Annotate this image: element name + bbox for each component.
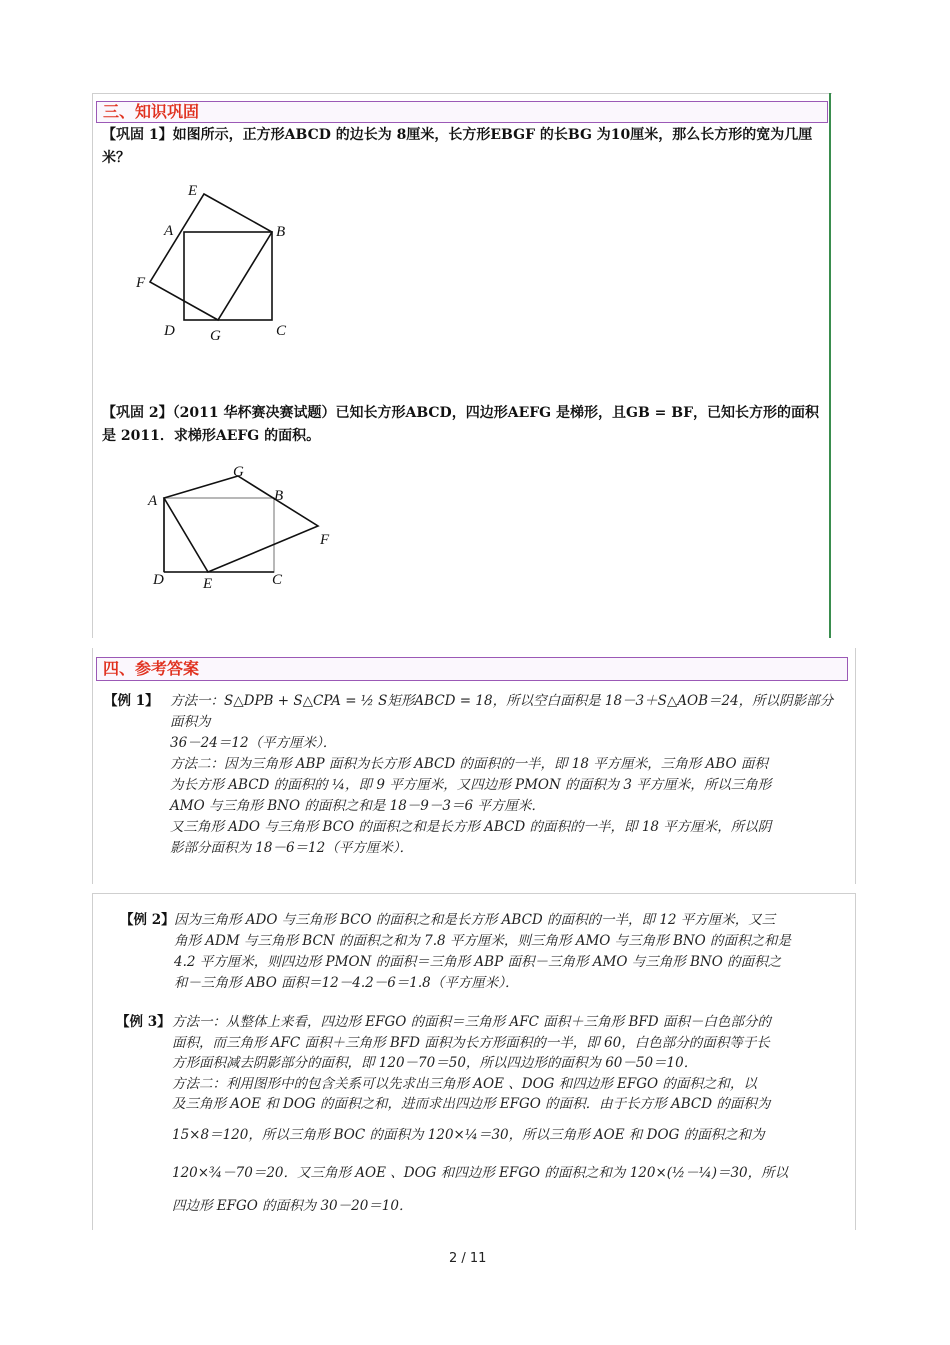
fig1-label-g: G: [210, 328, 221, 344]
ex3-line-1: 【例 3】 方法一：从整体上来看，四边形 EFGO 的面积＝三角形 AFC 面积＋三角形 BFD 面积－白色部分的: [116, 1012, 838, 1033]
section4-frame-left: [92, 648, 93, 884]
example-1-label: 【例 1】: [104, 693, 159, 709]
ex1-line-3: 方法二：因为三角形 ABP 面积为长方形 ABCD 的面积的一半，即 18 平方厘米，三角形 ABO 面积: [170, 756, 768, 772]
ex1-line-2: 36－24＝12（平方厘米）．: [170, 735, 337, 751]
section4-header: 四、参考答案: [96, 657, 848, 681]
consolidation-2-body: （2011 华杯赛决赛试题）已知长方形ABCD，四边形AEFG 是梯形，且GB = BF，已知长方形的面积是 2011．求梯形AEFG 的面积。: [102, 405, 820, 444]
ex23-frame-left: [92, 893, 93, 1230]
ex3-line-8: 四边形 EFGO 的面积为 30－20＝10．: [172, 1197, 413, 1214]
consolidation-2-label: 【巩固 2】: [102, 405, 173, 421]
section3-header: 三、知识巩固: [96, 101, 828, 123]
ex2-line-4: 和－三角形 ABO 面积＝12－4.2－6＝1.8（平方厘米）．: [174, 975, 519, 991]
fig1-label-c: C: [276, 323, 287, 339]
ex1-line-1: 【例 1】 方法一：S△DPB + S△CPA = ½ S矩形ABCD = 18，所以空白面积是 18－3＋S△AOB＝24，所以阴影部分面积为: [104, 691, 846, 733]
fig1-rect-ebgf: [150, 194, 272, 320]
figure-1: [130, 178, 300, 346]
fig2-label-c: C: [272, 572, 283, 588]
frame-right-accent: [829, 93, 831, 638]
consolidation-1-body: 如图所示，正方形ABCD 的边长为 8厘米，长方形EBGF 的长BG 为10厘米，那么长方形的宽为几厘米？: [102, 127, 813, 166]
fig1-label-f: F: [136, 275, 146, 291]
fig1-label-a: A: [164, 223, 174, 239]
fig2-label-f: F: [320, 532, 330, 548]
frame-top-line: [92, 93, 832, 94]
ex1-line-4: 为长方形 ABCD 的面积的 ¼，即 9 平方厘米，又四边形 PMON 的面积为 3 平方厘米，所以三角形: [170, 777, 772, 793]
fig2-label-a: A: [148, 493, 158, 509]
fig2-label-d: D: [153, 572, 164, 588]
ex1-line-7: 影部分面积为 18－6＝12（平方厘米）．: [170, 840, 413, 856]
ex3-line-4: 方法二：利用图形中的包含关系可以先求出三角形 AOE 、DOG 和四边形 EFGO 的面积之和，以: [172, 1075, 757, 1092]
fig2-trapezoid-aefg: [164, 476, 318, 572]
frame-left-line: [92, 93, 93, 638]
fig2-label-e: E: [203, 576, 213, 592]
ex2-line-2: 角形 ADM 与三角形 BCN 的面积之和为 7.8 平方厘米，则三角形 AMO 与三角形 BNO 的面积之和是: [174, 933, 792, 949]
ex1-line-6: 又三角形 ADO 与三角形 BCO 的面积之和是长方形 ABCD 的面积的一半，即 18 平方厘米，所以阴: [170, 819, 772, 835]
example-1-answer: [104, 691, 846, 859]
ex23-frame-top: [92, 893, 856, 894]
fig1-label-e: E: [188, 183, 198, 199]
ex1-line-5: AMO 与三角形 BNO 的面积之和是 18－9－3＝6 平方厘米．: [170, 798, 545, 814]
fig2-rect-abcd: [164, 498, 274, 572]
fig1-label-b: B: [276, 224, 286, 240]
ex2-line-3: 4.2 平方厘米，则四边形 PMON 的面积＝三角形 ABP 面积－三角形 AMO 与三角形 BNO 的面积之: [174, 954, 782, 970]
example-2-label: 【例 2】: [120, 912, 175, 928]
example-3-label: 【例 3】: [116, 1014, 171, 1030]
consolidation-1-text: [102, 124, 824, 170]
fig2-label-g: G: [233, 464, 244, 480]
ex3-line-6: 15×8＝120，所以三角形 BOC 的面积为 120×¼＝30，所以三角形 AOE 和 DOG 的面积之和为: [172, 1126, 765, 1143]
fig1-label-d: D: [164, 323, 175, 339]
fig1-square-abcd: [184, 232, 272, 320]
section4-frame-right: [855, 648, 856, 884]
ex23-frame-right: [855, 893, 856, 1230]
consolidation-2-text: [102, 402, 824, 448]
ex3-line-5: 及三角形 AOE 和 DOG 的面积之和，进而求出四边形 EFGO 的面积．由于长方形 ABCD 的面积为: [172, 1096, 771, 1112]
ex2-line-1: 【例 2】 因为三角形 ADO 与三角形 BCO 的面积之和是长方形 ABCD 的面积的一半，即 12 平方厘米，又三: [120, 910, 838, 931]
page-number: 2 / 11: [449, 1251, 487, 1266]
example-3-answer: [116, 1012, 838, 1216]
consolidation-1-label: 【巩固 1】: [102, 127, 173, 143]
figure-2: [140, 460, 340, 595]
ex3-line-3: 方形面积减去阴影部分的面积，即 120－70＝50，所以四边形的面积为 60－50＝10．: [172, 1055, 698, 1071]
ex3-line-7: 120×¾－70＝20．又三角形 AOE 、DOG 和四边形 EFGO 的面积之和为 120×(½－¼)＝30，所以: [172, 1165, 789, 1181]
example-2-answer: [120, 910, 838, 994]
ex3-line-2: 面积，而三角形 AFC 面积＋三角形 BFD 面积为长方形面积的一半，即 60，白色部分的面积等于长: [172, 1034, 770, 1051]
fig2-label-b: B: [274, 488, 284, 504]
